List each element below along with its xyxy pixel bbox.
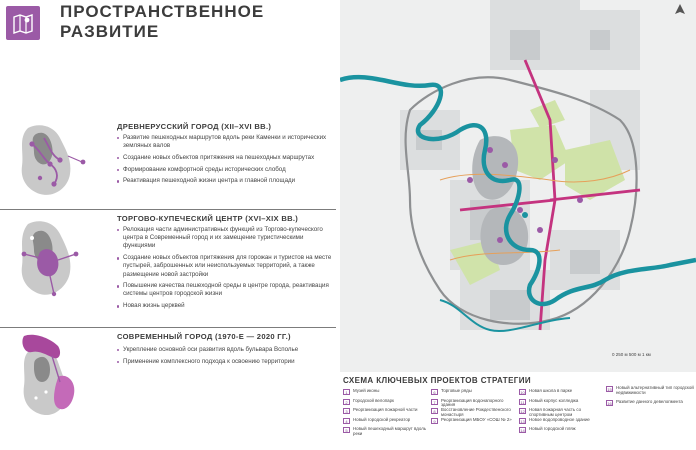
legend-column-1 [343, 389, 428, 437]
legend-number: 15 [607, 387, 612, 392]
section-divider [0, 209, 336, 210]
legend-number: 4 [343, 418, 350, 424]
legend-column-4 [606, 386, 694, 414]
section-title-merchant: ТОРГОВО-КУПЕЧЕСКИЙ ЦЕНТР (XVI–XIX ВВ.) [117, 214, 299, 223]
legend-number: 12 [520, 409, 525, 415]
legend-label: Новый альтернативный тип городской недвижимости [616, 385, 694, 395]
legend-number: 7 [431, 399, 438, 405]
legend-number: 9 [431, 418, 438, 424]
legend-number: 10 [520, 390, 525, 395]
list-item: Создание новых объектов притяжения на пешеходных маршрутах [117, 154, 335, 162]
legend-label: Музей иконы [353, 388, 380, 393]
legend-label: Новый городской рекреатор [353, 416, 411, 422]
list-item: Новая жизнь церквей [117, 302, 335, 310]
legend-item [606, 400, 694, 414]
legend-item [606, 386, 694, 400]
modern-city-map-icon [10, 332, 94, 427]
merchant-center-map-icon [10, 214, 94, 309]
title-line-2: РАЗВИТИЕ [60, 22, 160, 41]
legend-number: 3 [343, 408, 350, 414]
legend-label: Новое водопроводное здание [529, 416, 590, 422]
list-item: Применение комплексного подхода к освоению территории [117, 358, 335, 366]
section-title-modern: СОВРЕМЕННЫЙ ГОРОД (1970-Е — 2020 ГГ.) [117, 332, 291, 341]
legend-column-3 [519, 389, 604, 437]
section-list-ancient [117, 134, 335, 189]
list-item: Развитие пешеходных маршрутов вдоль реки Каменки и исторических земляных валов [117, 134, 335, 150]
legend-label: Новый городской пляж [529, 426, 576, 432]
legend-number: 6 [431, 389, 438, 395]
legend-number: 2 [343, 399, 350, 405]
section-list-modern [117, 346, 335, 369]
list-item: Релокация части административных функций из Торгово-купеческого центра в Современный город и их замещение туристическими функциями [117, 226, 335, 251]
legend-label: Новый пешеходный маршрут вдоль реки [353, 426, 427, 436]
legend-number: 5 [343, 427, 350, 433]
legend-label: Реорганизация пожарной части [353, 407, 418, 413]
legend-number: 8 [431, 408, 438, 414]
list-item: Формирование комфортной среды исторических слобод [117, 166, 335, 174]
legend-number: 11 [520, 399, 525, 405]
legend-number: 14 [520, 428, 525, 434]
page-title [60, 2, 320, 42]
list-item: Повышение качества пешеходной среды в центре города, реактивация системы центров городской жизни [117, 282, 335, 298]
legend-number: 1 [343, 389, 350, 395]
legend-column-2 [431, 389, 516, 427]
legend-item [343, 427, 428, 437]
list-item: Реактивация пешеходной жизни центра и главной площади [117, 177, 335, 185]
strategy-map[interactable] [340, 0, 696, 372]
legend-label: Восстановление Рождественского монастыря [441, 407, 511, 417]
list-item: Укрепление основной оси развития вдоль бульвара Вспольe [117, 346, 335, 354]
legend-number: 13 [520, 418, 525, 424]
legend-label: Новый корпус колледжа [529, 397, 579, 403]
legend-label: Новая школа в парке [529, 388, 573, 393]
legend-label: Реорганизация МБОУ «СОШ № 2» [441, 416, 512, 422]
section-title-ancient: ДРЕВНЕРУССКИЙ ГОРОД (XII–XVI ВВ.) [117, 122, 272, 131]
legend-label: Реорганизация водонапорного здания [441, 397, 504, 408]
legend-label: Городской велопарк [353, 397, 394, 403]
legend-item [431, 418, 516, 428]
map-logo-icon [6, 6, 40, 40]
legend-title: СХЕМА КЛЮЧЕВЫХ ПРОЕКТОВ СТРАТЕГИИ [343, 376, 532, 385]
legend-number: 16 [607, 401, 612, 406]
legend-item [519, 427, 604, 437]
legend-label: Развитие данного девелопмента [616, 399, 683, 404]
left-panel [0, 0, 340, 450]
map-scale-bar: 0 250 м 500 м 1 км [612, 352, 651, 357]
legend-label: Торговые ряды [441, 388, 472, 393]
legend-label: Новая пожарная часть со спортивным центром [529, 407, 582, 417]
list-item: Создание новых объектов притяжения для горожан и туристов на месте пустырей, заброшенных или неиспользуемых территорий, а также размещение новой застройки [117, 254, 335, 279]
ancient-city-map-icon [10, 120, 94, 207]
title-line-1: ПРОСТРАНСТВЕННОЕ [60, 2, 265, 21]
section-list-merchant [117, 226, 335, 314]
section-divider [0, 327, 336, 328]
